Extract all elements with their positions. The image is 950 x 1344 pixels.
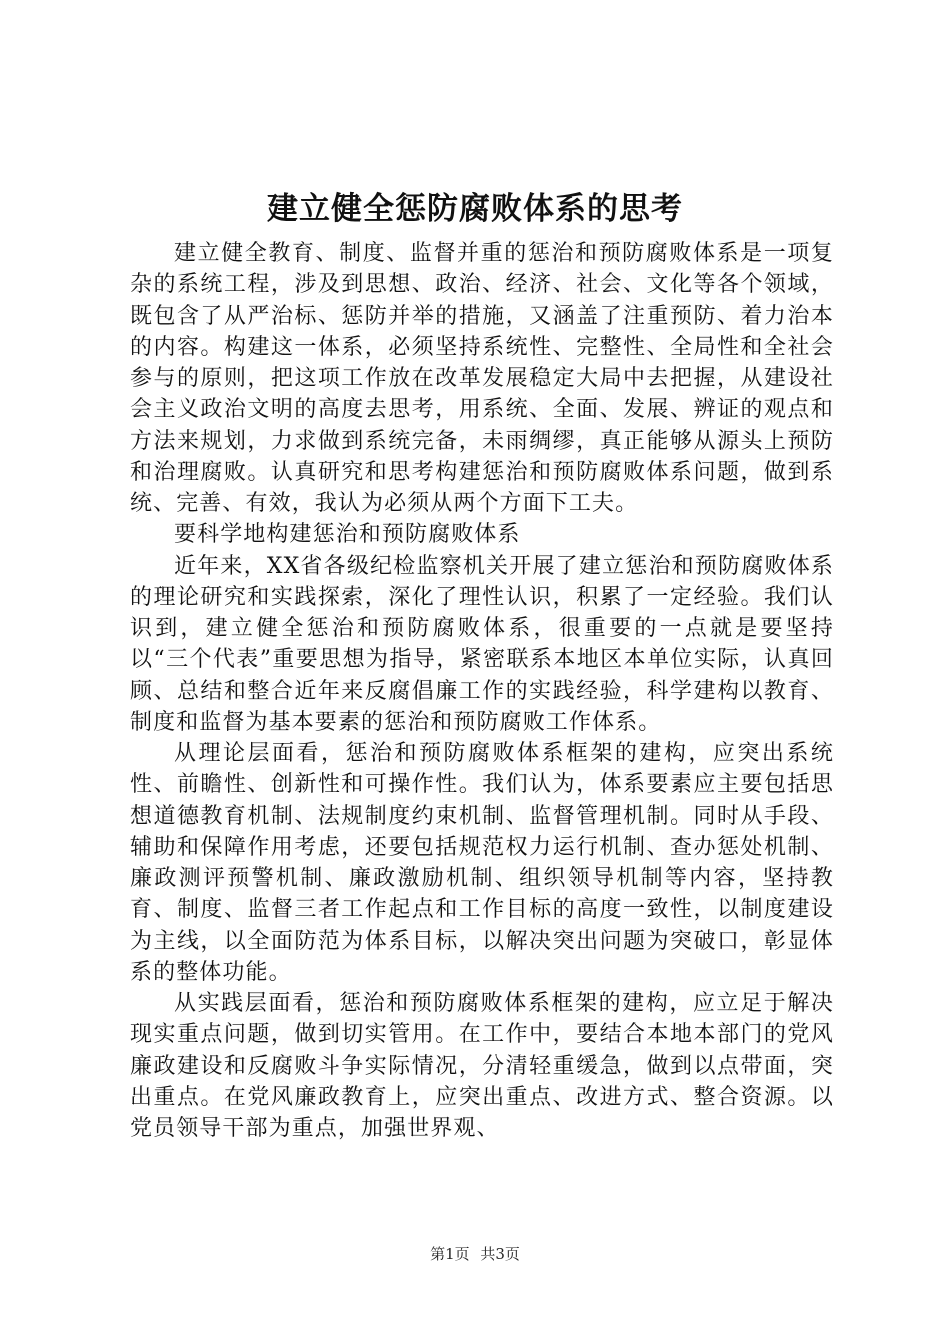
paragraph-experience: 近年来，XX省各级纪检监察机关开展了建立惩治和预防腐败体系的理论研究和实践探索，深化了理性认识，积累了一定经验。我们认识到，建立健全惩治和预防腐败体系，很重要的一点就是要坚持以“三个代表”重要思想为指导，紧密联系本地区本单位实际，认真回顾、总结和整合近年来反腐倡廉工作的实践经验，科学建构以教育、制度和监督为基本要素的惩治和预防腐败工作体系。 <box>130 553 834 735</box>
paragraph-heading: 要科学地构建惩治和预防腐败体系 <box>174 522 521 548</box>
page-number: 第1页 <box>430 1245 470 1263</box>
document-title: 建立健全惩防腐败体系的思考 <box>267 191 683 227</box>
paragraph-intro: 建立健全教育、制度、监督并重的惩治和预防腐败体系是一项复杂的系统工程，涉及到思想、政治、经济、社会、文化等各个领域，既包含了从严治标、惩防并举的措施，又涵盖了注重预防、着力治本的内容。构建这一体系，必须坚持系统性、完整性、全局性和全社会参与的原则，把这项工作放在改革发展稳定大局中去把握，从建设社会主义政治文明的高度去思考，用系统、全面、发展、辨证的观点和方法来规划，力求做到系统完备，未雨绸缪，真正能够从源头上预防和治理腐败。认真研究和思考构建惩治和预防腐败体系问题，做到系统、完善、有效，我认为必须从两个方面下工夫。 <box>130 241 834 516</box>
paragraph-practice: 从实践层面看，惩治和预防腐败体系框架的建构，应立足于解决现实重点问题，做到切实管用。在工作中，要结合本地本部门的党风廉政建设和反腐败斗争实际情况，分清轻重缓急，做到以点带面，突出重点。在党风廉政教育上，应突出重点、改进方式、整合资源。以党员领导干部为重点，加强世界观、 <box>130 991 834 1141</box>
page-footer <box>0 1244 950 1264</box>
paragraph-theory: 从理论层面看，惩治和预防腐败体系框架的建构，应突出系统性、前瞻性、创新性和可操作性。我们认为，体系要素应主要包括思想道德教育机制、法规制度约束机制、监督管理机制。同时从手段、辅助和保障作用考虑，还要包括规范权力运行机制、查办惩处机制、廉政测评预警机制、廉政激励机制、组织领导机制等内容，坚持教育、制度、监督三者工作起点和工作目标的高度一致性，以制度建设为主线，以全面防范为体系目标，以解决突出问题为突破口，彰显体系的整体功能。 <box>130 741 834 985</box>
page-total: 共3页 <box>480 1245 520 1263</box>
document-body <box>130 238 834 1144</box>
